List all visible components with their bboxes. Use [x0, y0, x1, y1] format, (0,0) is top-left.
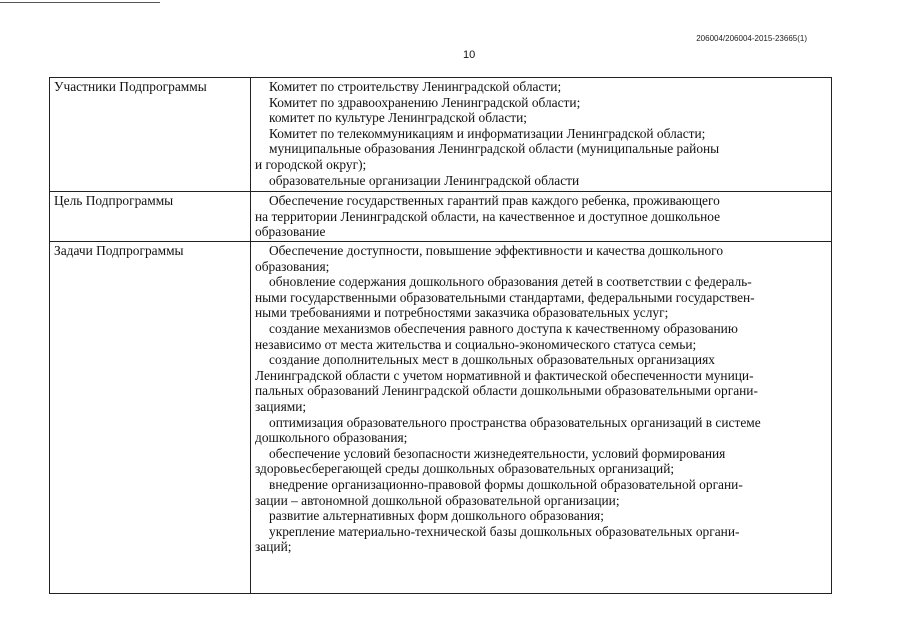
row-content [251, 78, 832, 192]
content-line: зациями; [255, 398, 307, 414]
table-row-tasks [50, 242, 832, 594]
row-label: Цель Подпрограммы [50, 192, 251, 242]
content-line: Обеспечение доступности, повышение эффективности и качества дошкольного [269, 243, 724, 258]
content-line: обеспечение условий безопасности жизнедеятельности, условий формирования [269, 445, 726, 461]
subprogram-passport-table [49, 77, 832, 594]
content-line: Обеспечение государственных гарантий прав каждого ребенка, проживающего [269, 193, 720, 208]
content-line: образовательные организации Ленинградской области [269, 172, 580, 188]
content-line: Комитет по здравоохранению Ленинградской области; [269, 94, 581, 110]
content-line: образования; [255, 258, 330, 274]
content-line: обновление содержания дошкольного образования детей в соответствии с федераль- [269, 274, 752, 290]
content-line: образование [255, 224, 326, 240]
row-content [251, 192, 832, 242]
content-line: укрепление материально-технической базы дошкольных образовательных органи- [269, 523, 740, 539]
content-line: развитие альтернативных форм дошкольного образования; [269, 508, 604, 524]
content-line: ными требованиями и потребностями заказчика образовательных услуг; [255, 305, 669, 321]
content-line: независимо от места жительства и социально-экономического статуса семьи; [255, 336, 697, 352]
table-row-participants [50, 78, 832, 192]
content-line: создание дополнительных мест в дошкольных образовательных организациях [269, 352, 715, 368]
content-line: ными государственными образовательными стандартами, федеральными государствен- [255, 289, 755, 305]
scan-top-rule [0, 2, 160, 3]
content-line: комитет по культуре Ленинградской области; [269, 110, 528, 126]
row-label: Участники Подпрограммы [50, 78, 251, 192]
content-line: Комитет по телекоммуникациям и информатизации Ленинградской области; [269, 125, 706, 141]
content-line: пальных образований Ленинградской области дошкольными образовательными органи- [255, 383, 758, 399]
row-label: Задачи Подпрограммы [50, 242, 251, 594]
document-id: 206004/206004-2015-23665(1) [696, 34, 807, 43]
content-line: оптимизация образовательного пространства образовательных организаций в системе [269, 414, 761, 430]
content-line: дошкольного образования; [255, 430, 408, 446]
content-line: внедрение организационно-правовой формы дошкольной образовательной органи- [269, 476, 743, 492]
row-content [251, 242, 832, 594]
content-line: Комитет по строительству Ленинградской области; [269, 79, 562, 94]
table-row-goal [50, 192, 832, 242]
content-line: создание механизмов обеспечения равного доступа к качественному образованию [269, 320, 738, 336]
content-line: муниципальные образования Ленинградской области (муниципальные районы [269, 141, 720, 157]
content-line: на территории Ленинградской области, на качественное и доступное дошкольное [255, 208, 721, 224]
content-line: Ленинградской области с учетом нормативной и фактической обеспеченности муници- [255, 367, 754, 383]
content-line: зации – автономной дошкольной образовательной организации; [255, 492, 620, 508]
content-line: заций; [255, 539, 292, 555]
content-line: здоровьесберегающей среды дошкольных образовательных организаций; [255, 461, 675, 477]
content-line: и городской округ); [255, 156, 367, 172]
page-number: 10 [463, 49, 476, 61]
